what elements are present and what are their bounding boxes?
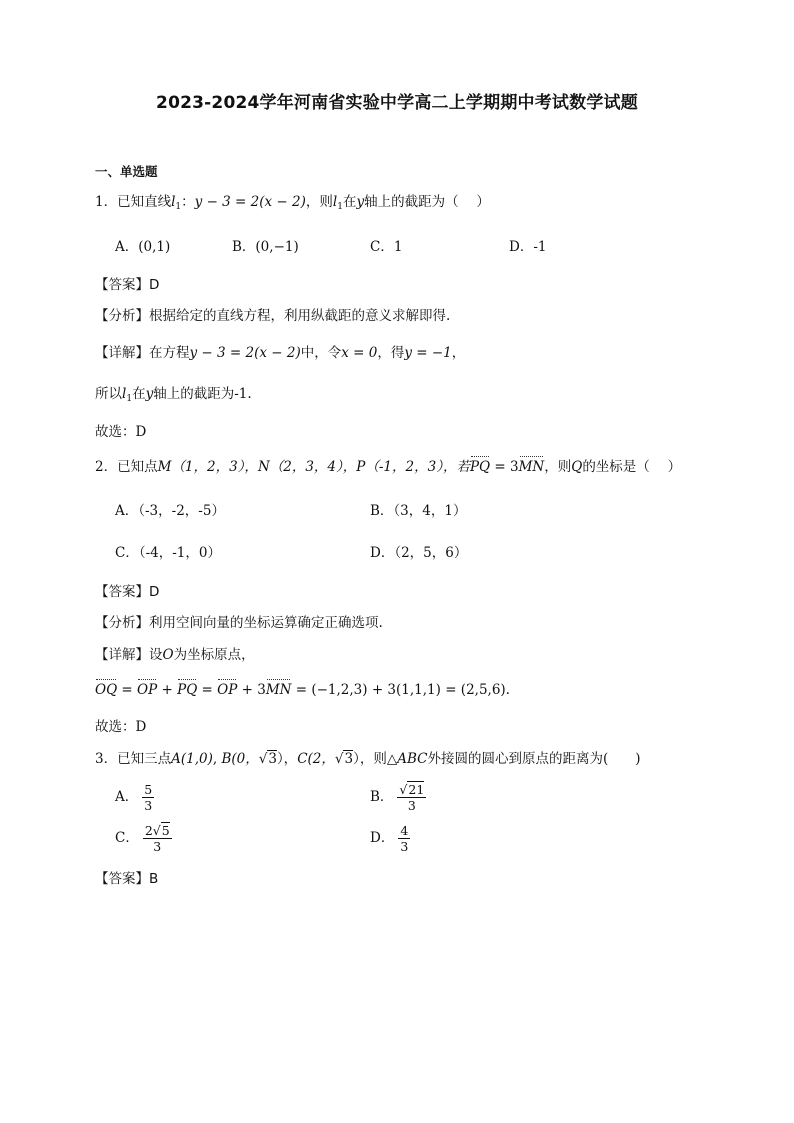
q1-option-a: A．(0,1) [115, 239, 171, 255]
q3-option-c: C． $\frac{2√5}{3}$ [115, 823, 170, 854]
q1-option-c: C．1 [370, 239, 403, 255]
fraction: $\frac{4}{3}$ [400, 823, 409, 854]
q3-option-b: B． $\frac{√21}{3}$ [370, 782, 425, 813]
question-1-stem: 1．已知直线$l_1$：y − 3 = 2(x − 2)，则$l_1$在y轴上的截距为（ ） [95, 194, 490, 212]
q1-choice: 故选：D [95, 424, 147, 440]
q1-analysis: 【分析】根据给定的直线方程，利用纵截距的意义求解即得. [95, 308, 451, 324]
q2-calculation: OQ = OP + PQ = OP + 3MN = (−1,2,3) + 3(1,1,1) = (2,5,6). [95, 682, 510, 698]
section-heading: 一、单选题 [95, 164, 158, 179]
fraction: $\frac{√21}{3}$ [399, 782, 425, 813]
fraction: $\frac{2√5}{3}$ [144, 823, 170, 854]
q2-option-b: B．（3，4，1） [370, 503, 467, 519]
q1-conclusion: 所以$l_1$在y轴上的截距为-1. [95, 386, 252, 404]
q2-option-d: D．（2，5，6） [370, 545, 468, 561]
q3-option-a: A． $\frac{5}{3}$ [115, 782, 153, 813]
question-2-stem: 2．已知点M（1，2，3），N（2，3，4），P（-1，2，3），若PQ = 3MN，则Q的坐标是（ ） [95, 459, 682, 475]
fraction: $\frac{5}{3}$ [144, 782, 153, 813]
question-3-stem: 3．已知三点A(1,0), B(0，√3），C(2，√3），则△ABC外接圆的圆心到原点的距离为( ) [95, 751, 641, 767]
q2-choice: 故选：D [95, 719, 147, 735]
q2-option-a: A．（-3，-2，-5） [115, 503, 225, 519]
q2-detail: 【详解】设O为坐标原点， [95, 647, 255, 663]
q3-option-d: D． $\frac{4}{3}$ [370, 823, 409, 854]
q1-option-b: B．(0,−1) [232, 239, 299, 255]
q3-answer: 【答案】B [95, 871, 159, 887]
q1-option-d: D．-1 [509, 239, 547, 255]
q2-option-c: C．（-4，-1，0） [115, 545, 221, 561]
q1-answer: 【答案】D [95, 277, 160, 293]
q1-detail: 【详解】在方程y − 3 = 2(x − 2)中，令x = 0，得y = −1， [95, 345, 466, 361]
q2-analysis: 【分析】利用空间向量的坐标运算确定正确选项. [95, 615, 383, 631]
page-title: 2023-2024学年河南省实验中学高二上学期期中考试数学试题 [156, 93, 638, 113]
q2-answer: 【答案】D [95, 584, 160, 600]
